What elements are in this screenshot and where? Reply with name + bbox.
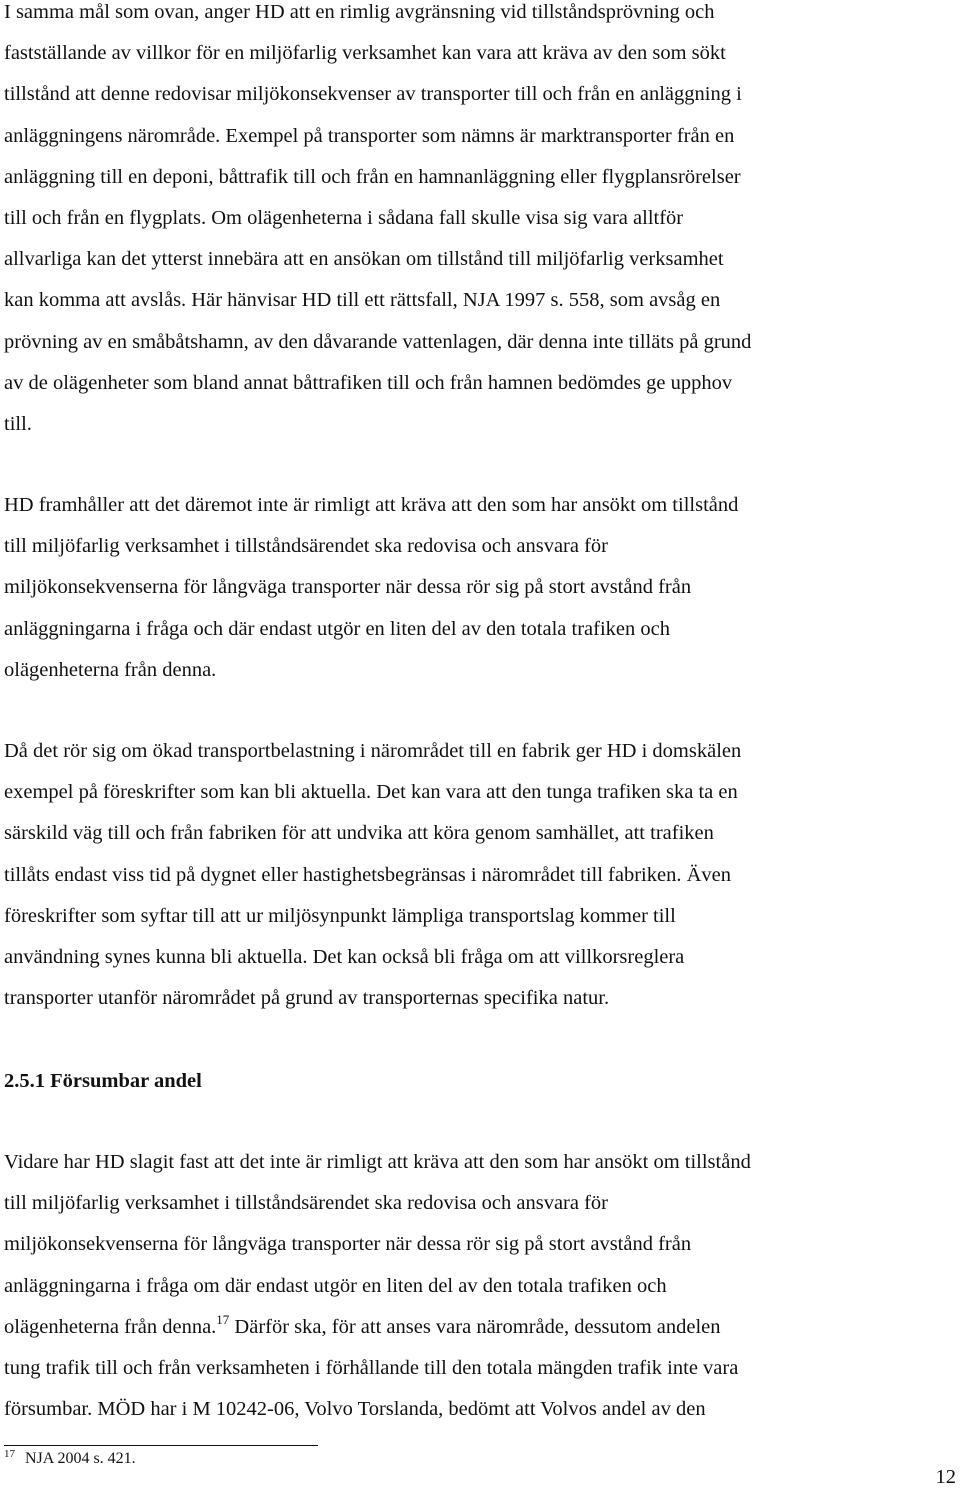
text-line: till och från en flygplats. Om olägenheterna i sådana fall skulle visa sig vara alltför xyxy=(4,206,684,229)
text-line: kan komma att avslås. Här hänvisar HD till ett rättsfall, NJA 1997 s. 558, som avsåg en xyxy=(4,289,721,312)
footnote-text: NJA 2004 s. 421. xyxy=(25,1450,136,1467)
text-line: anläggningarna i fråga och där endast utgör en liten del av den totala trafiken och xyxy=(4,617,670,640)
text-line: Då det rör sig om ökad transportbelastning i närområdet till en fabrik ger HD i domskälen xyxy=(4,740,742,762)
text-line: anläggningarna i fråga om där endast utgör en liten del av den totala trafiken och xyxy=(4,1274,667,1297)
text-segment: Därför ska, för att anses vara närområde, dessutom andelen xyxy=(229,1315,721,1338)
text-line: anläggningens närområde. Exempel på transporter som nämns är marktransporter från en xyxy=(4,124,735,147)
text-line: transporter utanför närområdet på grund av transporternas specifika natur. xyxy=(4,987,610,1010)
text-line: föreskrifter som syftar till att ur miljösynpunkt lämpliga transportslag kommer till xyxy=(4,904,676,927)
text-line: miljökonsekvenserna för långväga transporter när dessa rör sig på stort avstånd från xyxy=(4,576,692,599)
text-line: Vidare har HD slagit fast att det inte är rimligt att kräva att den som har ansökt om tillstånd xyxy=(4,1151,751,1173)
text-line: allvarliga kan det ytterst innebära att en ansökan om tillstånd till miljöfarlig verksamhet xyxy=(4,248,724,271)
text-line: olägenheterna från denna. xyxy=(4,658,217,681)
text-line: av de olägenheter som bland annat båttrafiken till och från hamnen bedömdes ge upphov xyxy=(4,371,733,394)
text-line: fastställande av villkor för en miljöfarlig verksamhet kan vara att kräva av den som sökt xyxy=(4,42,726,65)
paragraph-3 xyxy=(4,731,741,1019)
footnote xyxy=(4,1446,136,1472)
text-line: användning synes kunna bli aktuella. Det kan också bli fråga om att villkorsreglera xyxy=(4,945,685,968)
text-line: anläggning till en deponi, båttrafik till och från en hamnanläggning eller flygplansrörelser xyxy=(4,165,741,188)
text-line: till. xyxy=(4,412,32,435)
text-line: till miljöfarlig verksamhet i tillståndsärendet ska redovisa och ansvara för xyxy=(4,535,608,558)
text-line: särskild väg till och från fabriken för att undvika att köra genom samhället, att trafiken xyxy=(4,822,714,845)
section-heading: 2.5.1 Försumbar andel xyxy=(4,1070,202,1092)
page-number: 12 xyxy=(935,1466,956,1488)
text-line: tillåts endast viss tid på dygnet eller hastighetsbegränsas i närområdet till fabriken. Även xyxy=(4,863,731,886)
footnote-number: 17 xyxy=(4,1448,15,1460)
paragraph-4 xyxy=(4,1142,751,1430)
text-line: exempel på föreskrifter som kan bli aktuella. Det kan vara att den tunga trafiken ska ta en xyxy=(4,781,738,804)
text-line: miljökonsekvenserna för långväga transporter när dessa rör sig på stort avstånd från xyxy=(4,1233,692,1256)
text-line: tillstånd att denne redovisar miljökonsekvenser av transporter till och från en anläggning i xyxy=(4,83,742,106)
text-line: försumbar. MÖD har i M 10242-06, Volvo Torslanda, bedömt att Volvos andel av den xyxy=(4,1398,706,1421)
text-line-with-footnote-ref xyxy=(4,1307,751,1348)
text-line: HD framhåller att det däremot inte är rimligt att kräva att den som har ansökt om tillstånd xyxy=(4,494,739,516)
text-line: I samma mål som ovan, anger HD att en rimlig avgränsning vid tillståndsprövning och xyxy=(4,1,715,23)
paragraph-2 xyxy=(4,485,738,691)
paragraph-1 xyxy=(4,0,751,445)
text-segment: olägenheterna från denna. xyxy=(4,1315,217,1338)
text-line: till miljöfarlig verksamhet i tillståndsärendet ska redovisa och ansvara för xyxy=(4,1192,608,1215)
footnote-reference[interactable]: 17 xyxy=(216,1311,230,1327)
text-line: prövning av en småbåtshamn, av den dåvarande vattenlagen, där denna inte tilläts på grund xyxy=(4,330,752,353)
text-line: tung trafik till och från verksamheten i förhållande till den totala mängden trafik inte vara xyxy=(4,1356,739,1379)
